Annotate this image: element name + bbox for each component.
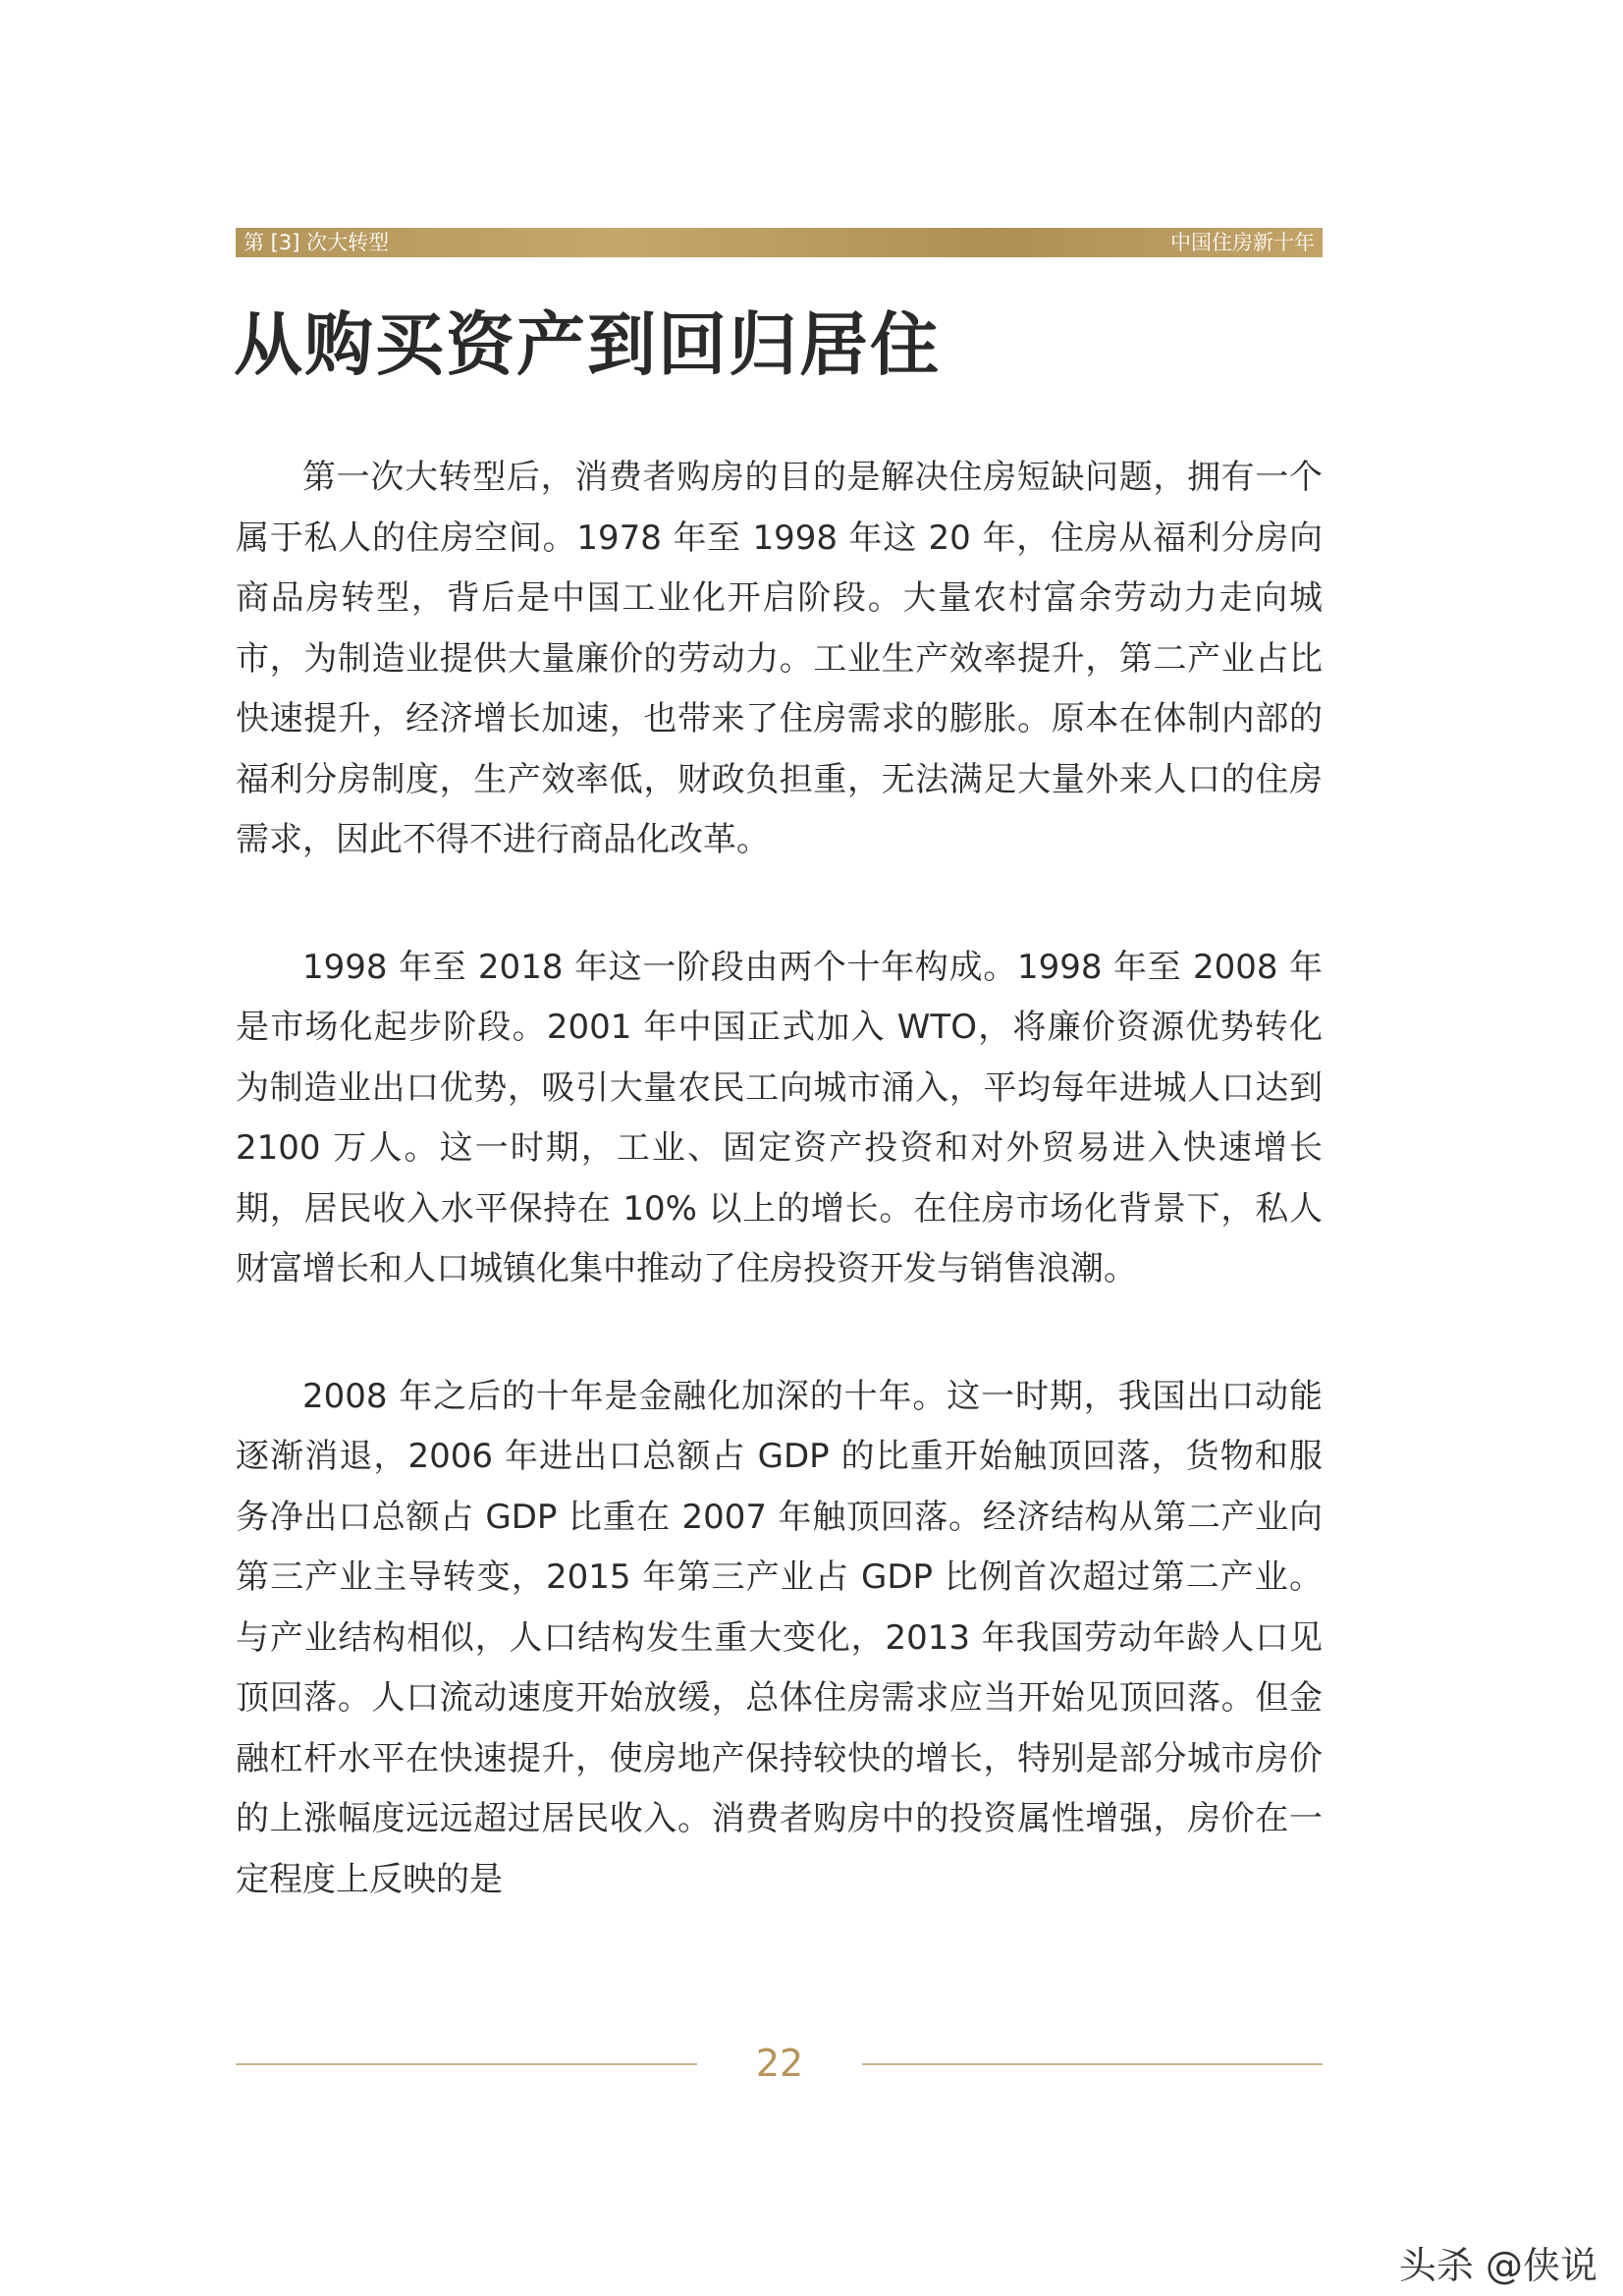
section-title: 从购买资产到回归居住: [234, 304, 941, 385]
book-title: 中国住房新十年: [1170, 231, 1315, 254]
footer-divider-right: [862, 2063, 1323, 2065]
paragraph-3: 2008 年之后的十年是金融化加深的十年。这一时期，我国出口动能逐渐消退，2006 年进出口总额占 GDP 的比重开始触顶回落，货物和服务净出口总额占 GDP 比重在 2007 年触顶回落。经济结构从第二产业向第三产业主导转变，2015 年第三产业占 GDP 比例首次超过第二产业。与产业结构相似，人口结构发生重大变化，2013 年我国劳动年龄人口见顶回落。人口流动速度开始放缓，总体住房需求应当开始见顶回落。但金融杠杆水平在快速提升，使房地产保持较快的增长，特别是部分城市房价的上涨幅度远远超过居民收入。消费者购房中的投资属性增强，房价在一定程度上反映的是: [236, 1376, 1323, 1899]
running-header: [236, 228, 1323, 257]
watermark: 头杀 @侠说: [1398, 2244, 1597, 2287]
footer-divider-left: [236, 2063, 697, 2065]
paragraph-2: 1998 年至 2018 年这一阶段由两个十年构成。1998 年至 2008 年是市场化起步阶段。2001 年中国正式加入 WTO，将廉价资源优势转化为制造业出口优势，吸引大量农民工向城市涌入，平均每年进城人口达到 2100 万人。这一时期，工业、固定资产投资和对外贸易进入快速增长期，居民收入水平保持在 10% 以上的增长。在住房市场化背景下，私人财富增长和人口城镇化集中推动了住房投资开发与销售浪潮。: [236, 947, 1323, 1288]
page-number: 22: [755, 2042, 804, 2085]
paragraph-1: 第一次大转型后，消费者购房的目的是解决住房短缺问题，拥有一个属于私人的住房空间。1978 年至 1998 年这 20 年，住房从福利分房向商品房转型，背后是中国工业化开启阶段。大量农村富余劳动力走向城市，为制造业提供大量廉价的劳动力。工业生产效率提升，第二产业占比快速提升，经济增长加速，也带来了住房需求的膨胀。原本在体制内部的福利分房制度，生产效率低，财政负担重，无法满足大量外来人口的住房需求，因此不得不进行商品化改革。: [236, 458, 1323, 859]
chapter-label: 第 [3] 次大转型: [243, 231, 390, 254]
body-text: [236, 448, 1323, 1910]
